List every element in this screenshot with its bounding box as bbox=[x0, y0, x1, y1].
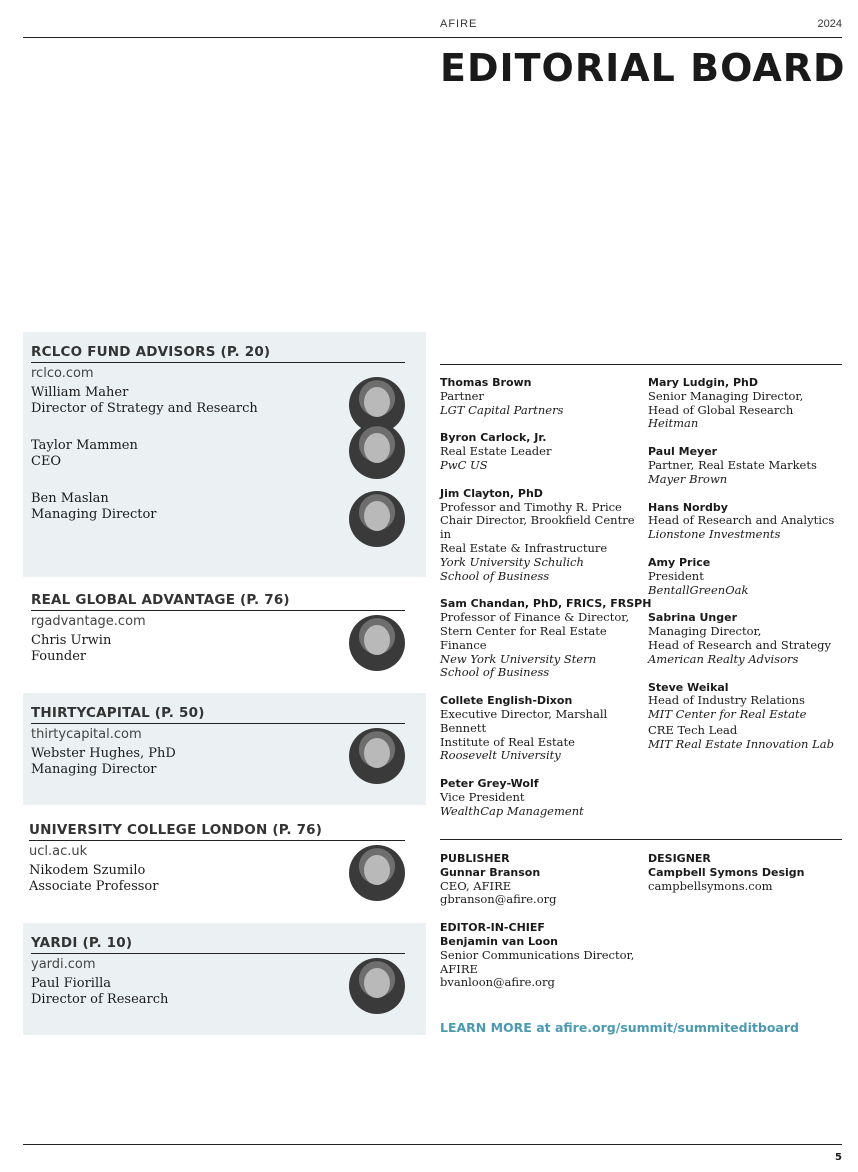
person-role: Director of Research bbox=[31, 992, 169, 1007]
publication-year: 2024 bbox=[817, 18, 842, 30]
member-title: Stern Center for Real Estate Finance bbox=[440, 623, 607, 652]
credit-label: DESIGNER bbox=[648, 852, 711, 865]
credit-email[interactable]: gbranson@afire.org bbox=[440, 892, 557, 907]
member-title: Partner bbox=[440, 388, 484, 403]
sponsor-title: RCLCO FUND ADVISORS (P. 20) bbox=[31, 344, 405, 363]
publisher-credit bbox=[440, 852, 645, 907]
board-member bbox=[648, 611, 853, 666]
member-title: Professor of Finance & Director, bbox=[440, 610, 630, 625]
person-role: CEO bbox=[31, 454, 62, 469]
sponsor-thirtycapital bbox=[23, 693, 426, 805]
member-title: President bbox=[648, 568, 704, 583]
sponsor-url[interactable]: ucl.ac.uk bbox=[29, 844, 88, 859]
board-member bbox=[648, 445, 853, 486]
headshot-avatar bbox=[349, 615, 405, 671]
top-rule bbox=[23, 37, 842, 38]
board-member bbox=[648, 501, 853, 542]
board-member bbox=[648, 724, 853, 752]
person-name: Nikodem Szumilo bbox=[29, 863, 146, 878]
board-rule bbox=[440, 364, 842, 365]
member-title: Professor and Timothy R. Price bbox=[440, 499, 622, 514]
credit-line: CEO, AFIRE bbox=[440, 878, 512, 893]
board-member bbox=[648, 681, 853, 722]
board-member bbox=[440, 376, 645, 417]
person-name: Paul Fiorilla bbox=[31, 976, 112, 991]
sponsor-url[interactable]: rclco.com bbox=[31, 366, 94, 381]
credit-line: Senior Communications Director, bbox=[440, 947, 635, 962]
page-title: EDITORIAL BOARD bbox=[440, 46, 846, 90]
member-organization: School of Business bbox=[440, 568, 550, 583]
headshot-avatar bbox=[349, 728, 405, 784]
member-name: Byron Carlock, Jr. bbox=[440, 431, 547, 445]
sponsor-person bbox=[31, 491, 405, 543]
person-role: Associate Professor bbox=[29, 879, 159, 894]
member-title: Chair Director, Brookfield Centre in bbox=[440, 513, 635, 542]
member-name: Sabrina Unger bbox=[648, 611, 738, 625]
member-organization: Roosevelt University bbox=[440, 748, 561, 763]
sponsor-person bbox=[31, 438, 405, 490]
member-organization: Heitman bbox=[648, 416, 699, 431]
member-title: Head of Industry Relations bbox=[648, 693, 805, 708]
sponsor-person bbox=[31, 976, 405, 1028]
sponsor-url[interactable]: thirtycapital.com bbox=[31, 727, 142, 742]
member-organization: Lionstone Investments bbox=[648, 527, 781, 542]
member-title: Real Estate & Infrastructure bbox=[440, 540, 608, 555]
sponsor-person bbox=[29, 863, 405, 915]
member-organization: MIT Real Estate Innovation Lab bbox=[648, 736, 834, 751]
person-role: Director of Strategy and Research bbox=[31, 401, 258, 416]
board-member bbox=[440, 597, 652, 680]
sponsor-rclco bbox=[23, 332, 426, 577]
member-title: Managing Director, bbox=[648, 624, 762, 639]
board-member bbox=[440, 694, 645, 763]
board-member bbox=[440, 487, 645, 584]
member-name: Thomas Brown bbox=[440, 376, 532, 389]
member-organization: York University Schulich bbox=[440, 554, 584, 569]
sponsor-title: YARDI (P. 10) bbox=[31, 935, 405, 954]
member-title: Head of Research and Strategy bbox=[648, 637, 831, 652]
person-name: Chris Urwin bbox=[31, 633, 112, 648]
credit-email[interactable]: bvanloon@afire.org bbox=[440, 975, 555, 990]
sponsor-university-college-london bbox=[23, 822, 426, 922]
publication-name: AFIRE bbox=[440, 18, 478, 30]
member-name: Amy Price bbox=[648, 555, 711, 569]
member-name: Collete English-Dixon bbox=[440, 694, 573, 708]
person-name: Ben Maslan bbox=[31, 491, 109, 506]
sponsor-title: REAL GLOBAL ADVANTAGE (P. 76) bbox=[31, 592, 405, 611]
member-name: Paul Meyer bbox=[648, 445, 718, 459]
member-organization: School of Business bbox=[440, 665, 550, 680]
member-organization: American Realty Advisors bbox=[648, 651, 799, 666]
board-member bbox=[440, 431, 645, 472]
member-title: Head of Research and Analytics bbox=[648, 513, 835, 528]
board-column-right bbox=[648, 376, 853, 766]
person-name: William Maher bbox=[31, 385, 129, 400]
member-organization: WealthCap Management bbox=[440, 803, 584, 818]
board-member bbox=[648, 556, 853, 597]
member-name: Steve Weikal bbox=[648, 680, 729, 694]
member-organization: MIT Center for Real Estate bbox=[648, 707, 807, 722]
member-title: Executive Director, Marshall Bennett bbox=[440, 706, 608, 735]
member-name: Jim Clayton, PhD bbox=[440, 486, 543, 500]
person-role: Managing Director bbox=[31, 762, 157, 777]
member-organization: PwC US bbox=[440, 457, 488, 472]
person-name: Taylor Mammen bbox=[31, 438, 138, 453]
person-role: Founder bbox=[31, 649, 87, 664]
sponsor-person bbox=[31, 633, 405, 685]
member-organization: New York University Stern bbox=[440, 651, 597, 666]
credits-column-right bbox=[648, 852, 853, 907]
member-name: Sam Chandan, PhD, FRICS, FRSPH bbox=[440, 597, 652, 611]
person-name: Webster Hughes, PhD bbox=[31, 746, 176, 761]
credit-label: PUBLISHER bbox=[440, 852, 510, 865]
member-title: Real Estate Leader bbox=[440, 444, 552, 459]
credit-url[interactable]: campbellsymons.com bbox=[648, 878, 773, 893]
credits-rule bbox=[440, 839, 842, 840]
credits-column-left bbox=[440, 852, 645, 1004]
sponsor-person bbox=[31, 746, 405, 798]
member-title: Partner, Real Estate Markets bbox=[648, 457, 817, 472]
board-column-left bbox=[440, 376, 652, 833]
headshot-avatar bbox=[349, 958, 405, 1014]
member-name: Peter Grey-Wolf bbox=[440, 777, 539, 791]
member-name: Mary Ludgin, PhD bbox=[648, 376, 759, 389]
sponsor-url[interactable]: yardi.com bbox=[31, 957, 96, 972]
designer-credit bbox=[648, 852, 853, 893]
credit-label: EDITOR-IN-CHIEF bbox=[440, 921, 545, 935]
member-title: Vice President bbox=[440, 789, 525, 804]
credit-name: Benjamin van Loon bbox=[440, 934, 558, 948]
member-title: CRE Tech Lead bbox=[648, 722, 738, 737]
sponsor-url[interactable]: rgadvantage.com bbox=[31, 614, 146, 629]
learn-more-link[interactable]: LEARN MORE at afire.org/summit/summiteditboard bbox=[440, 1020, 799, 1035]
headshot-avatar bbox=[349, 491, 405, 547]
member-title: Head of Global Research bbox=[648, 402, 794, 417]
person-role: Managing Director bbox=[31, 507, 157, 522]
sponsor-title: UNIVERSITY COLLEGE LONDON (P. 76) bbox=[29, 822, 405, 841]
board-member bbox=[440, 777, 645, 818]
sponsor-yardi bbox=[23, 923, 426, 1035]
sponsor-title: THIRTYCAPITAL (P. 50) bbox=[31, 705, 405, 724]
credit-name: Gunnar Branson bbox=[440, 865, 541, 879]
credit-name: Campbell Symons Design bbox=[648, 865, 805, 879]
bottom-rule bbox=[23, 1144, 842, 1145]
headshot-avatar bbox=[349, 845, 405, 901]
sponsor-real-global-advantage bbox=[23, 592, 426, 692]
member-organization: BentallGreenOak bbox=[648, 582, 749, 597]
member-organization: LGT Capital Partners bbox=[440, 402, 564, 417]
member-title: Senior Managing Director, bbox=[648, 388, 804, 403]
member-organization: Mayer Brown bbox=[648, 471, 728, 486]
editor-credit bbox=[440, 921, 645, 990]
sponsor-person bbox=[31, 385, 405, 437]
credit-line: AFIRE bbox=[440, 961, 478, 976]
page-number: 5 bbox=[835, 1152, 842, 1163]
member-name: Hans Nordby bbox=[648, 500, 728, 514]
board-member bbox=[648, 376, 853, 431]
member-title: Institute of Real Estate bbox=[440, 734, 575, 749]
headshot-avatar bbox=[349, 423, 405, 479]
